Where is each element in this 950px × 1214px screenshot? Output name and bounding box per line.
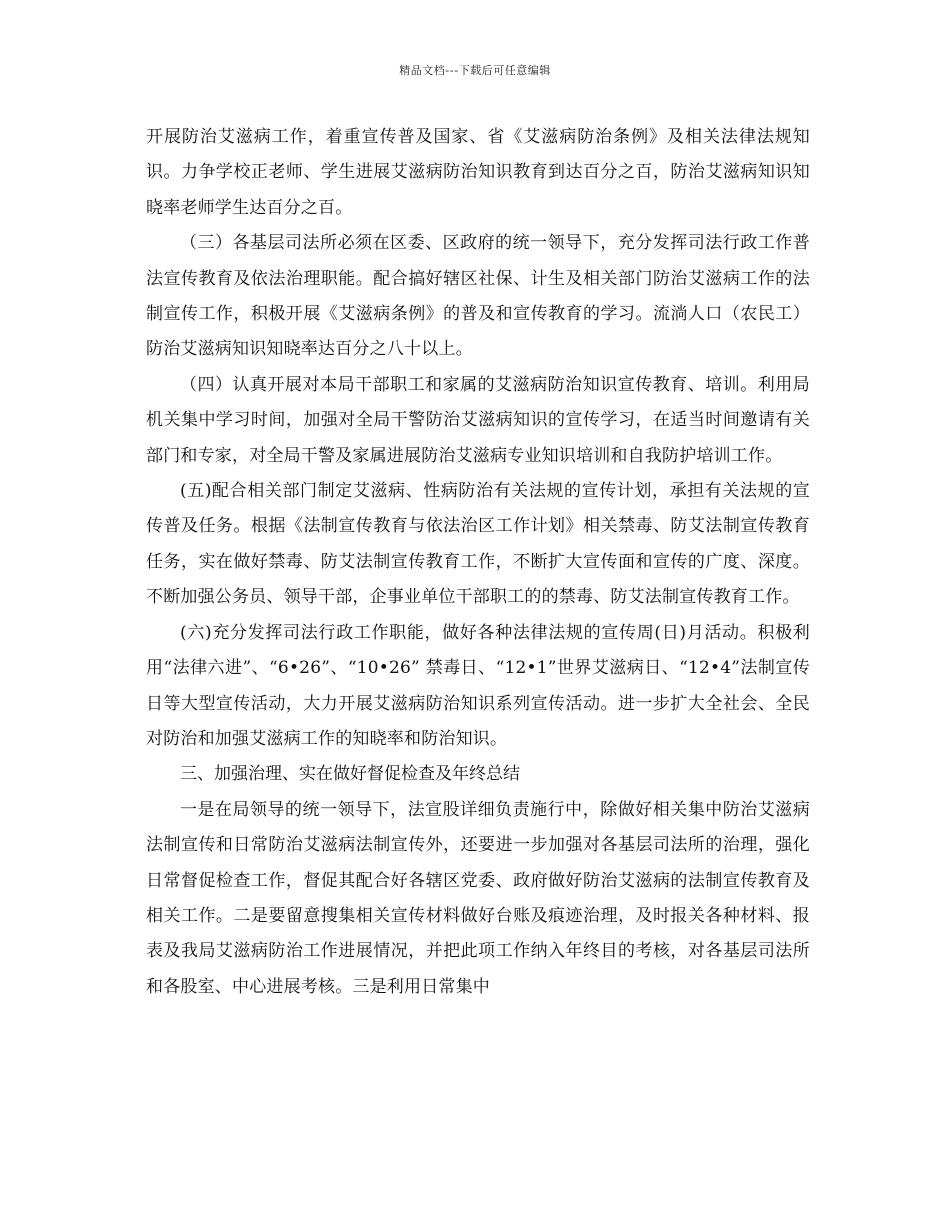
paragraph-section-3-body: 一是在局领导的统一领导下，法宣股详细负责施行中，除做好相关集中防治艾滋病法制宣传和日常防治艾滋病法制宣传外，还要进一步加强对各基层司法所的治理，强化日常督促检查工作，督促其配合好各辖区党委、政府做好防治艾滋病的法制宣传教育及相关工作。二是要留意搜集相关宣传材料做好台账及痕迹治理，及时报关各种材料、报表及我局艾滋病防治工作进展情况，并把此项工作纳入年终目的考核，对各基层司法所和各股室、中心进展考核。三是利用日常集中 (146, 799, 810, 997)
paragraph-item-5: (五)配合相关部门制定艾滋病、性病防治有关法规的宣传计划，承担有关法规的宣传普及任务。根据《法制宣传教育与依法治区工作计划》相关禁毒、防艾法制宣传教育任务，实在做好禁毒、防艾法制宣传教育工作，不断扩大宣传面和宣传的广度、深度。不断加强公务员、领导干部，企事业单位干部职工的的禁毒、防艾法制宣传教育工作。 (146, 481, 810, 608)
paragraph-item-6: (六)充分发挥司法行政工作职能，做好各种法律法规的宣传周(日)月活动。积极利用“法律六进”、“6•26”、“10•26” 禁毒日、“12•1”世界艾滋病日、“12•4”法制宣传日等大型宣传活动，大力开展艾滋病防治知识系列宣传活动。进一步扩大全社会、全民对防治和加强艾滋病工作的知晓率和防治知识。 (146, 622, 810, 749)
section-heading: 三、加强治理、实在做好督促检查及年终总结 (180, 764, 520, 785)
paragraph-item-4: （四）认真开展对本局干部职工和家属的艾滋病防治知识宣传教育、培训。利用局机关集中学习时间，加强对全局干警防治艾滋病知识的宣传学习，在适当时间邀请有关部门和专家，对全局干警及家属进展防治艾滋病专业知识培训和自我防护培训工作。 (146, 374, 810, 466)
paragraph-intro-continuation: 开展防治艾滋病工作，着重宣传普及国家、省《艾滋病防治条例》及相关法律法规知识。力争学校正老师、学生进展艾滋病防治知识教育到达百分之百，防治艾滋病知识知晓率老师学生达百分之百。 (146, 127, 810, 218)
paragraph-item-3: （三）各基层司法所必须在区委、区政府的统一领导下，充分发挥司法行政工作普法宣传教育及依法治理职能。配合搞好辖区社保、计生及相关部门防治艾滋病工作的法制宣传工作，积极开展《艾滋病条例》的普及和宣传教育的学习。流淌人口（农民工）防治艾滋病知识知晓率达百分之八十以上。 (146, 233, 810, 360)
page-header: 精品文档---下载后可任意编辑 (399, 64, 551, 77)
document-body (146, 120, 810, 1005)
